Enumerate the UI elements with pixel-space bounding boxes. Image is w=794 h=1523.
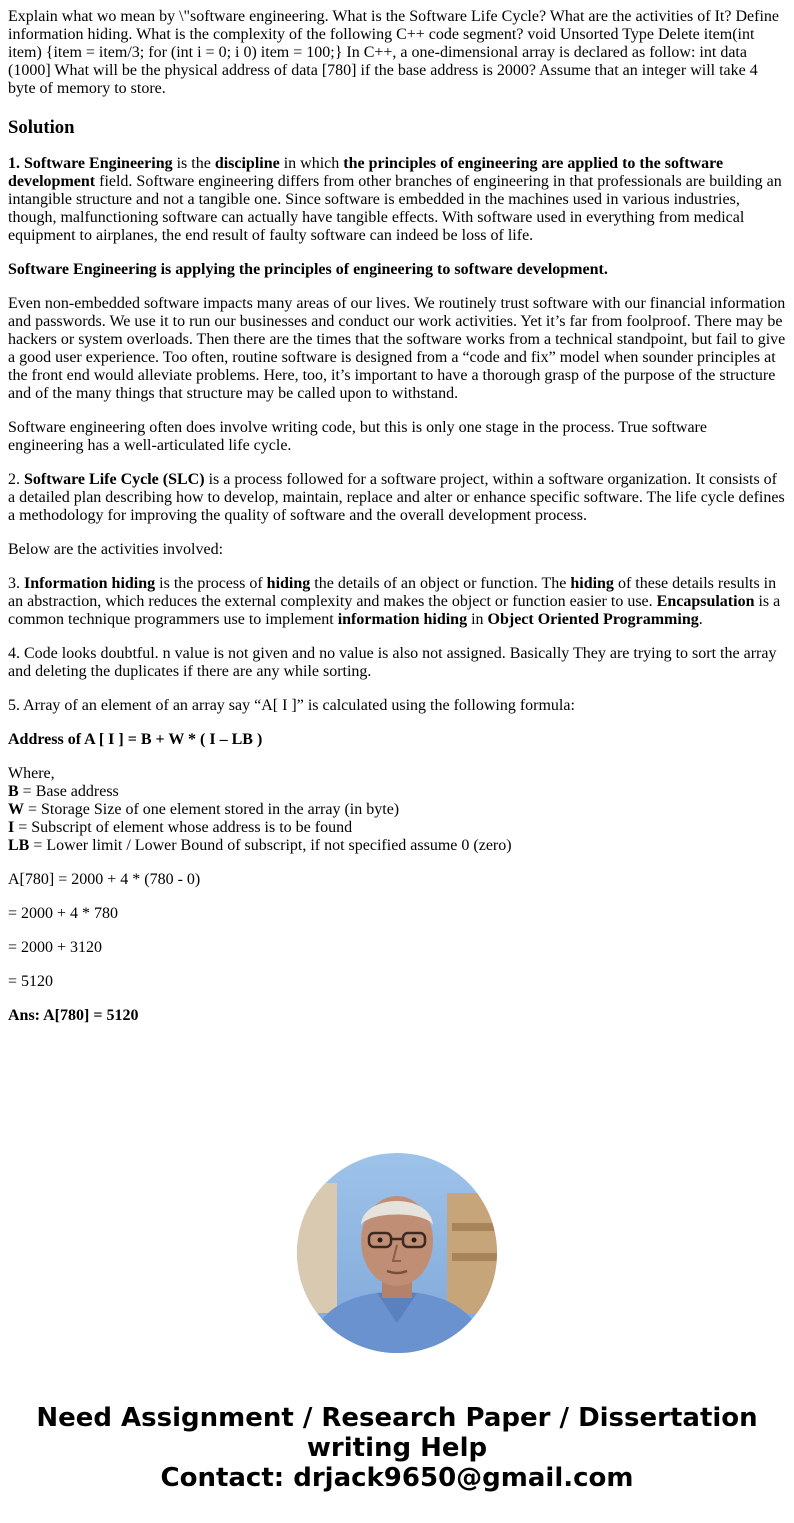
final-answer: Ans: A[780] = 5120	[8, 1007, 139, 1024]
paragraph-definition: Software Engineering is applying the principles of engineering to software development.	[8, 261, 608, 278]
paragraph-array-formula-intro: 5. Array of an element of an array say “A[ I ]” is calculated using the following formula:	[8, 697, 575, 714]
footer-banner	[0, 1403, 794, 1493]
calculation-step: = 5120	[8, 973, 54, 990]
footer-contact: Contact: drjack9650@gmail.com	[160, 1463, 634, 1493]
paragraph-code-complexity: 4. Code looks doubtful. n value is not given and no value is also not assigned. Basically They are trying to sort the array and deleting the duplicates if there are any while sorting.	[8, 645, 777, 680]
footer-line-2: writing Help	[306, 1433, 488, 1463]
address-formula: Address of A [ I ] = B + W * ( I – LB )	[8, 731, 263, 748]
paragraph-information-hiding: 3. Information hiding is the process of hiding the details of an object or function. The hiding of these details results in an abstraction, which reduces the external complexity and makes the object or function easier to use. Encapsulation is a common technique programmers use to implement information hiding in Object Oriented Programming.	[8, 575, 781, 628]
avatar-portrait-image	[297, 1153, 497, 1353]
calculation-step: = 2000 + 4 * 780	[8, 905, 119, 922]
solution-heading: Solution	[8, 117, 75, 138]
calculation-step: A[780] = 2000 + 4 * (780 - 0)	[8, 871, 201, 888]
footer-line-1: Need Assignment / Research Paper / Dissertation	[36, 1403, 758, 1433]
paragraph-activities: Below are the activities involved:	[8, 541, 224, 558]
formula-legend: Where, B = Base address W = Storage Size of one element stored in the array (in byte) I = Subscript of element whose address is to be found LB = Lower limit / Lower Bound of subscript, if not specified assume 0 (zero)	[8, 765, 512, 854]
paragraph-non-embedded: Even non-embedded software impacts many areas of our lives. We routinely trust software with our financial information and passwords. We use it to run our businesses and conduct our work activities. Yet it’s far from foolproof. There may be hackers or system overloads. Then there are the times that the software works from a technical standpoint, but fail to give a good user experience. Too often, routine software is designed from a “code and fix” model when sounder principles at the front end would alleviate problems. Here, too, it’s important to have a thorough grasp of the purpose of the structure and of the many things that structure may be called upon to withstand.	[8, 295, 786, 402]
question-text: Explain what wo mean by \"software engineering. What is the Software Life Cycle? What are the activities of It? Define information hiding. What is the complexity of the following C++ code segment? void Unsorted Type Delete item(int item) {item = item/3; for (int i = 0; i 0) item = 100;} In C++, a one-dimensional array is declared as follow: int data (1000] What will be the physical address of data [780] if the base address is 2000? Assume that an integer will take 4 byte of memory to store.	[8, 8, 779, 97]
paragraph-software-engineering: 1. Software Engineering is the discipline in which the principles of engineering are applied to the software development field. Software engineering differs from other branches of engineering in that professionals are building an intangible structure and not a tangible one. Since software is embedded in the machines used in various industries, though, malfunctioning software can actually have tangible effects. With software used in everything from medical equipment to airplanes, the end result of faulty software can indeed be loss of life.	[8, 155, 782, 244]
paragraph-life-cycle-intro: Software engineering often does involve writing code, but this is only one stage in the process. True software engineering has a well-articulated life cycle.	[8, 419, 707, 454]
author-avatar	[297, 1153, 497, 1353]
calculation-step: = 2000 + 3120	[8, 939, 103, 956]
paragraph-slc: 2. Software Life Cycle (SLC) is a process followed for a software project, within a software organization. It consists of a detailed plan describing how to develop, maintain, replace and alter or enhance specific software. The life cycle defines a methodology for improving the quality of software and the overall development process.	[8, 471, 785, 524]
